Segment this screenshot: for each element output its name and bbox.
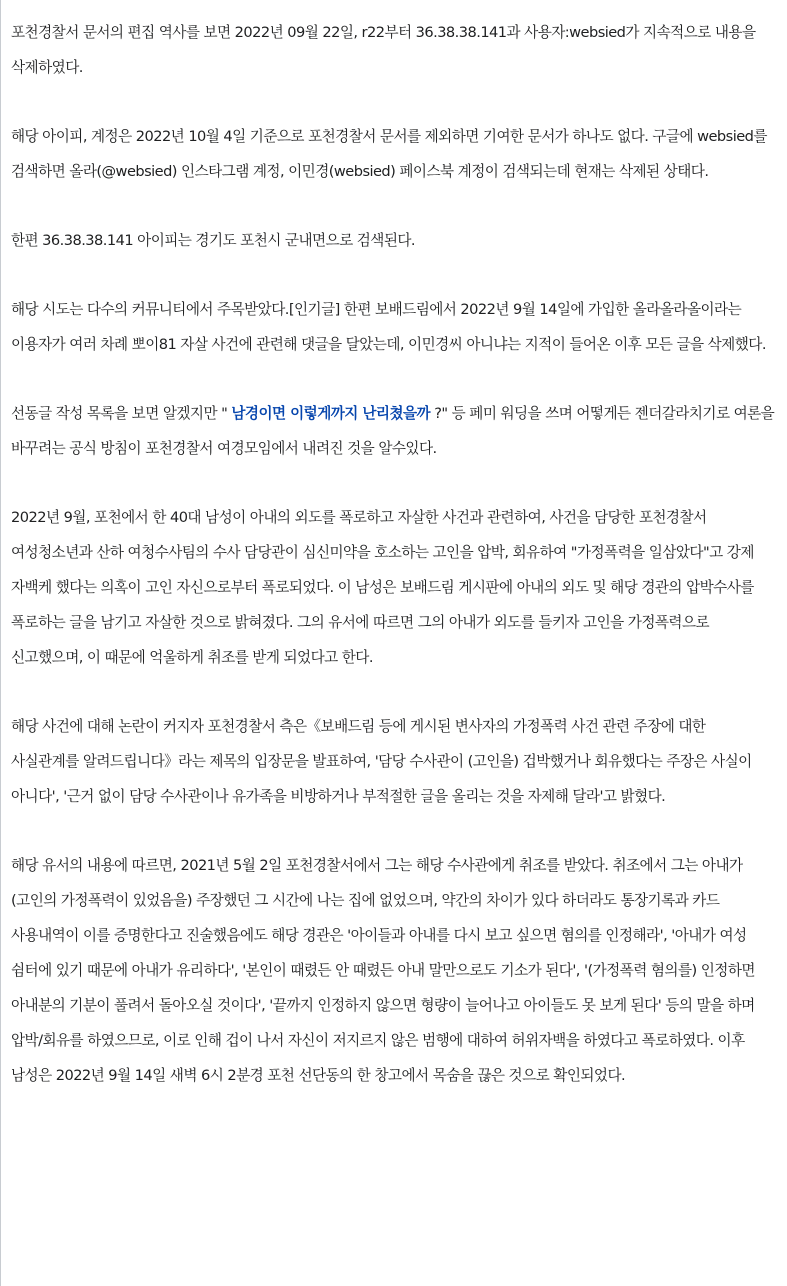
quote-suffix: ?" 등 페미 워딩을 쓰며 어떻게든 젠더갈라치기로 여론을 바꾸려는 공식 방침이 포천경찰서 여경모임에서 내려진 것을 알수있다. <box>11 405 775 457</box>
paragraph-gender-agitation <box>11 396 777 466</box>
paragraph-community-attention: 해당 시도는 다수의 커뮤니티에서 주목받았다.[인기글] 한편 보배드림에서 2022년 9월 14일에 가입한 올라올라올이라는 이용자가 여러 차례 뽀이81 자살 사건에 관련해 댓글을 달았는데, 이민경씨 아니냐는 지적이 들어온 이후 모든 글을 삭제했다. <box>11 301 766 353</box>
paragraph-suicide-note: 해당 유서의 내용에 따르면, 2021년 5월 2일 포천경찰서에서 그는 해당 수사관에게 취조를 받았다. 취조에서 그는 아내가 (고인의 가정폭력이 있었음을) 주장했던 그 시간에 나는 집에 없었으며, 약간의 차이가 있다 하더라도 통장기록과 카드 사용내역이 이를 증명한다고 진술했음에도 해당 경관은 '아이들과 아내를 다시 보고 싶으면 혐의를 인정해라', '아내가 여성 쉼터에 있기 때문에 아내가 유리하다', '본인이 때렸든 안 때렸든 아내 말만으로도 기소가 된다', '(가정폭력 혐의를) 인정하면 아내분의 기분이 풀려서 돌아오실 것이다', '끝까지 인정하지 않으면 형량이 늘어나고 아이들도 못 보게 된다' 등의 말을 하며 압박/회유를 하였으므로, 이로 인해 겁이 나서 자신이 저지르지 않은 범행에 대하여 허위자백을 하였다고 폭로하였다. 이후 남성은 2022년 9월 14일 새벽 6시 2분경 포천 선단동의 한 창고에서 목숨을 끊은 것으로 확인되었다. <box>11 857 755 1084</box>
quote-prefix: 선동글 작성 목록을 보면 알겠지만 " <box>11 405 232 422</box>
paragraph-police-statement: 해당 사건에 대해 논란이 커지자 포천경찰서 측은《보배드림 등에 게시된 변사자의 가정폭력 사건 관련 주장에 대한 사실관계를 알려드립니다》라는 제목의 입장문을 발표하여, '담당 수사관이 (고인을) 겁박했거나 회유했다는 주장은 사실이 아니다', '근거 없이 담당 수사관이나 유가족을 비방하거나 부적절한 글을 올리는 것을 자제해 달라'고 밝혔다. <box>11 718 752 805</box>
paragraph-edit-history: 포천경찰서 문서의 편집 역사를 보면 2022년 09월 22일, r22부터 36.38.38.141과 사용자:websied가 지속적으로 내용을 삭제하였다. <box>11 24 756 76</box>
paragraph-ip-location: 한편 36.38.38.141 아이피는 경기도 포천시 군내면으로 검색된다. <box>11 232 416 249</box>
page-left-border <box>0 0 1 1286</box>
article-body <box>11 15 777 1093</box>
paragraph-account-search: 해당 아이피, 계정은 2022년 10월 4일 기준으로 포천경찰서 문서를 제외하면 기여한 문서가 하나도 없다. 구글에 websied를 검색하면 올라(@websied) 인스타그램 계정, 이민경(websied) 페이스북 계정이 검색되는데 현재는 삭제된 상태다. <box>11 128 767 180</box>
quote-link[interactable]: 남경이면 이렇게까지 난리쳤을까 <box>231 405 431 422</box>
paragraph-incident-summary: 2022년 9월, 포천에서 한 40대 남성이 아내의 외도를 폭로하고 자살한 사건과 관련하여, 사건을 담당한 포천경찰서 여성청소년과 산하 여청수사팀의 수사 담당관이 심신미약을 호소하는 고인을 압박, 회유하여 "가정폭력을 일삼았다"고 강제 자백케 했다는 의혹이 고인 자신으로부터 폭로되었다. 이 남성은 보배드림 게시판에 아내의 외도 및 해당 경관의 압박수사를 폭로하는 글을 남기고 자살한 것으로 밝혀졌다. 그의 유서에 따르면 그의 아내가 외도를 들키자 고인을 가정폭력으로 신고했으며, 이 때문에 억울하게 취조를 받게 되었다고 한다. <box>11 509 754 666</box>
